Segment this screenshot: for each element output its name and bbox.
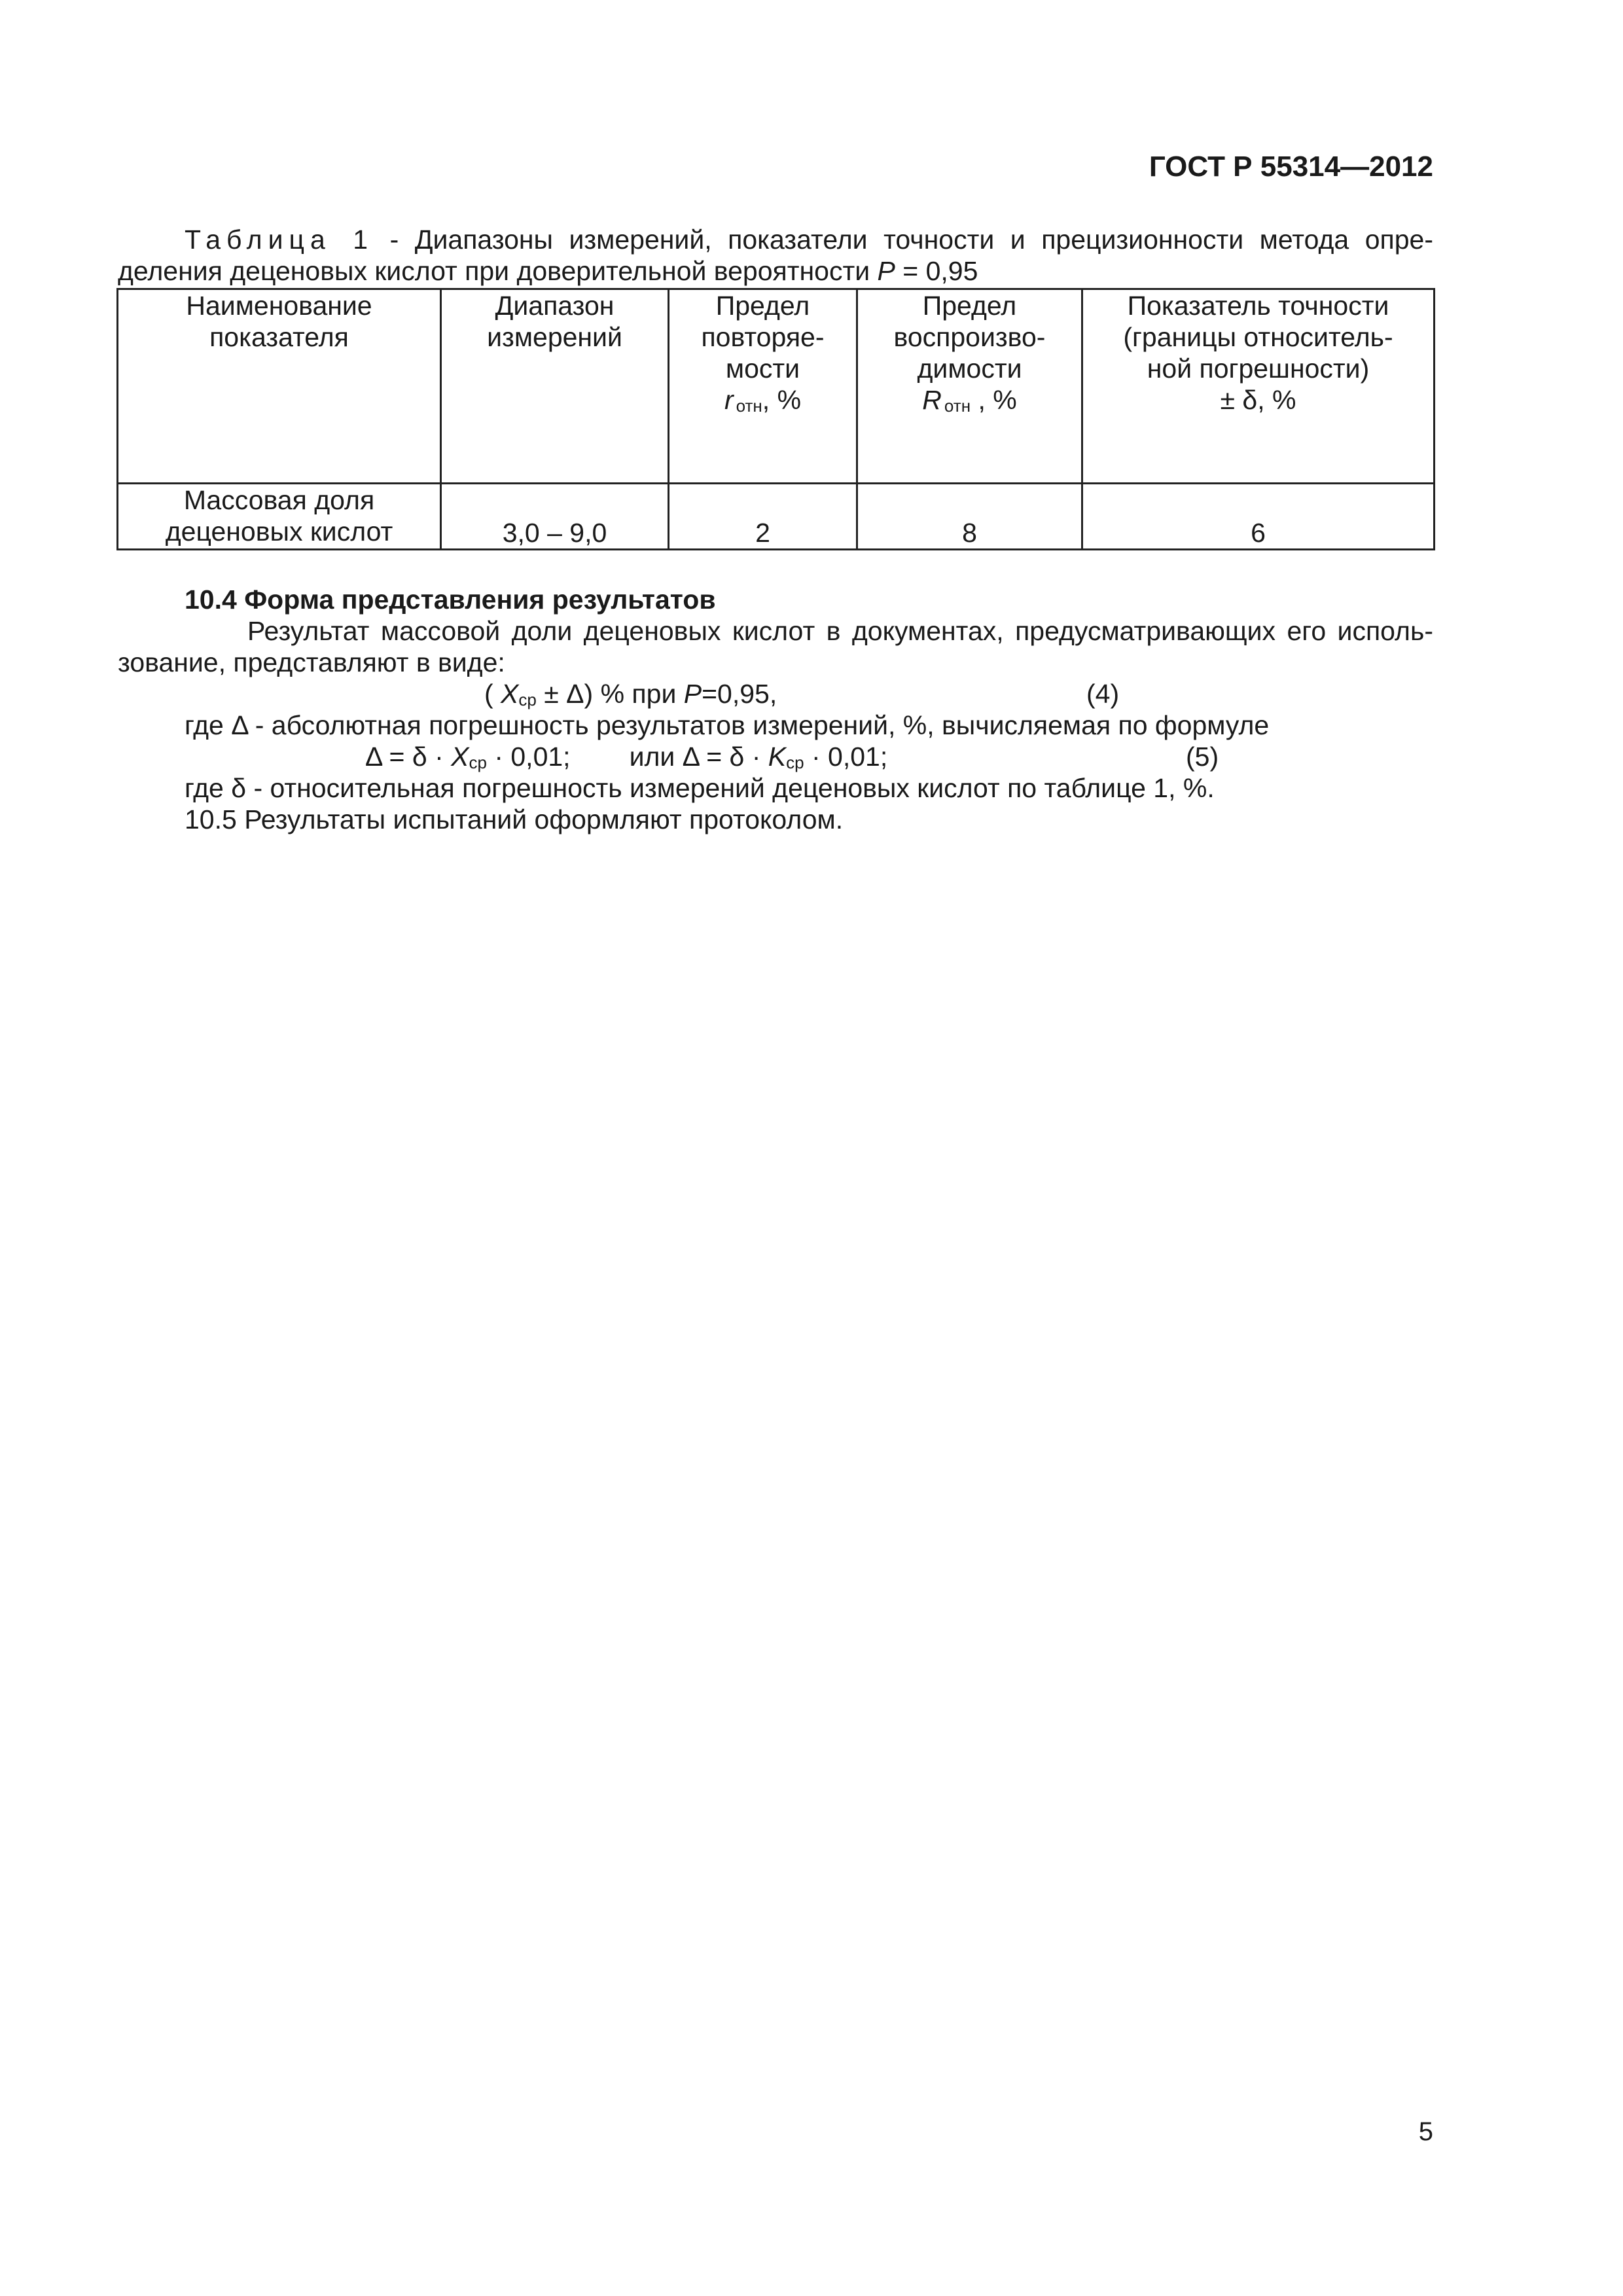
formula-text: (: [484, 679, 501, 709]
table-caption-line1: [185, 224, 1433, 255]
subscript: ср: [518, 690, 537, 709]
header-text: Предел: [922, 291, 1017, 321]
formula-4: [484, 678, 777, 713]
header-text: димости: [917, 353, 1022, 384]
header-reproducibility: [857, 289, 1082, 484]
table-caption-label: Таблица 1: [185, 224, 374, 255]
header-text: Диапазон: [495, 291, 615, 321]
subscript: ср: [469, 753, 487, 772]
header-text: (границы относитель-: [1123, 322, 1393, 352]
var-x: X: [451, 742, 469, 772]
formula-4-number: (4): [1086, 679, 1120, 709]
cell-text: Массовая доля: [183, 485, 375, 515]
unit: , %: [762, 385, 802, 415]
header-text: Наименование: [186, 291, 372, 321]
subscript: отн: [944, 396, 971, 416]
cell-indicator-name: [118, 484, 441, 550]
caption-line2-end: = 0,95: [895, 256, 978, 286]
header-text: измерений: [487, 322, 622, 352]
paragraph-line2: зование, представляют в виде:: [118, 647, 505, 677]
cell-range: 3,0 – 9,0: [441, 484, 669, 550]
header-indicator-name: [118, 289, 441, 484]
page-number: 5: [1418, 2117, 1433, 2146]
header-text: ной погрешности): [1147, 353, 1370, 384]
header-text: показателя: [209, 322, 349, 352]
table-row: [118, 484, 1435, 550]
paragraph-10-5: 10.5 Результаты испытаний оформляют протоколом.: [185, 804, 844, 834]
symbol-R: R: [922, 385, 942, 415]
where-delta: где Δ - абсолютная погрешность результатов измерений, %, вычисляемая по формуле: [185, 710, 1270, 740]
cell-accuracy: 6: [1082, 484, 1435, 550]
cell-reproducibility: 8: [857, 484, 1082, 550]
header-text: повторяе-: [701, 322, 825, 352]
header-text: ± δ, %: [1220, 385, 1296, 415]
unit: , %: [971, 385, 1017, 415]
var-p: P: [683, 679, 702, 709]
formula-5-number: (5): [1186, 742, 1219, 772]
header-text: Показатель точности: [1127, 291, 1389, 321]
formula-text: =0,95,: [702, 679, 777, 709]
table-caption-text: - Диапазоны измерений, показатели точности и прецизионности метода опре-: [374, 224, 1433, 255]
formula-text: или Δ = δ ·: [629, 742, 768, 772]
formula-text: · 0,01;: [804, 742, 888, 772]
caption-line2-text: деления деценовых кислот при доверительной вероятности: [118, 256, 878, 286]
header-repeatability: [669, 289, 857, 484]
document-header: ГОСТ Р 55314—2012: [1149, 151, 1433, 183]
header-text: мости: [725, 353, 800, 384]
header-symbol: [669, 384, 856, 419]
var-x: X: [501, 679, 519, 709]
header-range: [441, 289, 669, 484]
header-accuracy: [1082, 289, 1435, 484]
cell-text: деценовых кислот: [165, 516, 393, 547]
paragraph-line1: Результат массовой доли деценовых кислот в документах, предусматривающих его исполь-: [247, 616, 1433, 646]
formula-text: Δ = δ ·: [365, 742, 452, 772]
table-header-row: [118, 289, 1435, 484]
section-title: 10.4 Форма представления результатов: [185, 584, 716, 615]
formula-text: ± Δ) % при: [536, 679, 684, 709]
precision-table: [116, 288, 1435, 550]
subscript: ср: [786, 753, 804, 772]
header-text: Предел: [715, 291, 810, 321]
formula-5: [365, 741, 887, 776]
cell-repeatability: 2: [669, 484, 857, 550]
header-text: воспроизво-: [893, 322, 1046, 352]
formula-text: · 0,01;: [486, 742, 571, 772]
where-relative-delta: где δ - относительная погрешность измерений деценовых кислот по таблице 1, %.: [185, 773, 1215, 803]
var-k: K: [768, 742, 787, 772]
header-symbol: [858, 384, 1081, 419]
symbol-r: r: [724, 385, 734, 415]
caption-var-p: P: [877, 256, 895, 286]
subscript: отн: [736, 396, 762, 416]
table-caption-line2: [118, 255, 978, 287]
